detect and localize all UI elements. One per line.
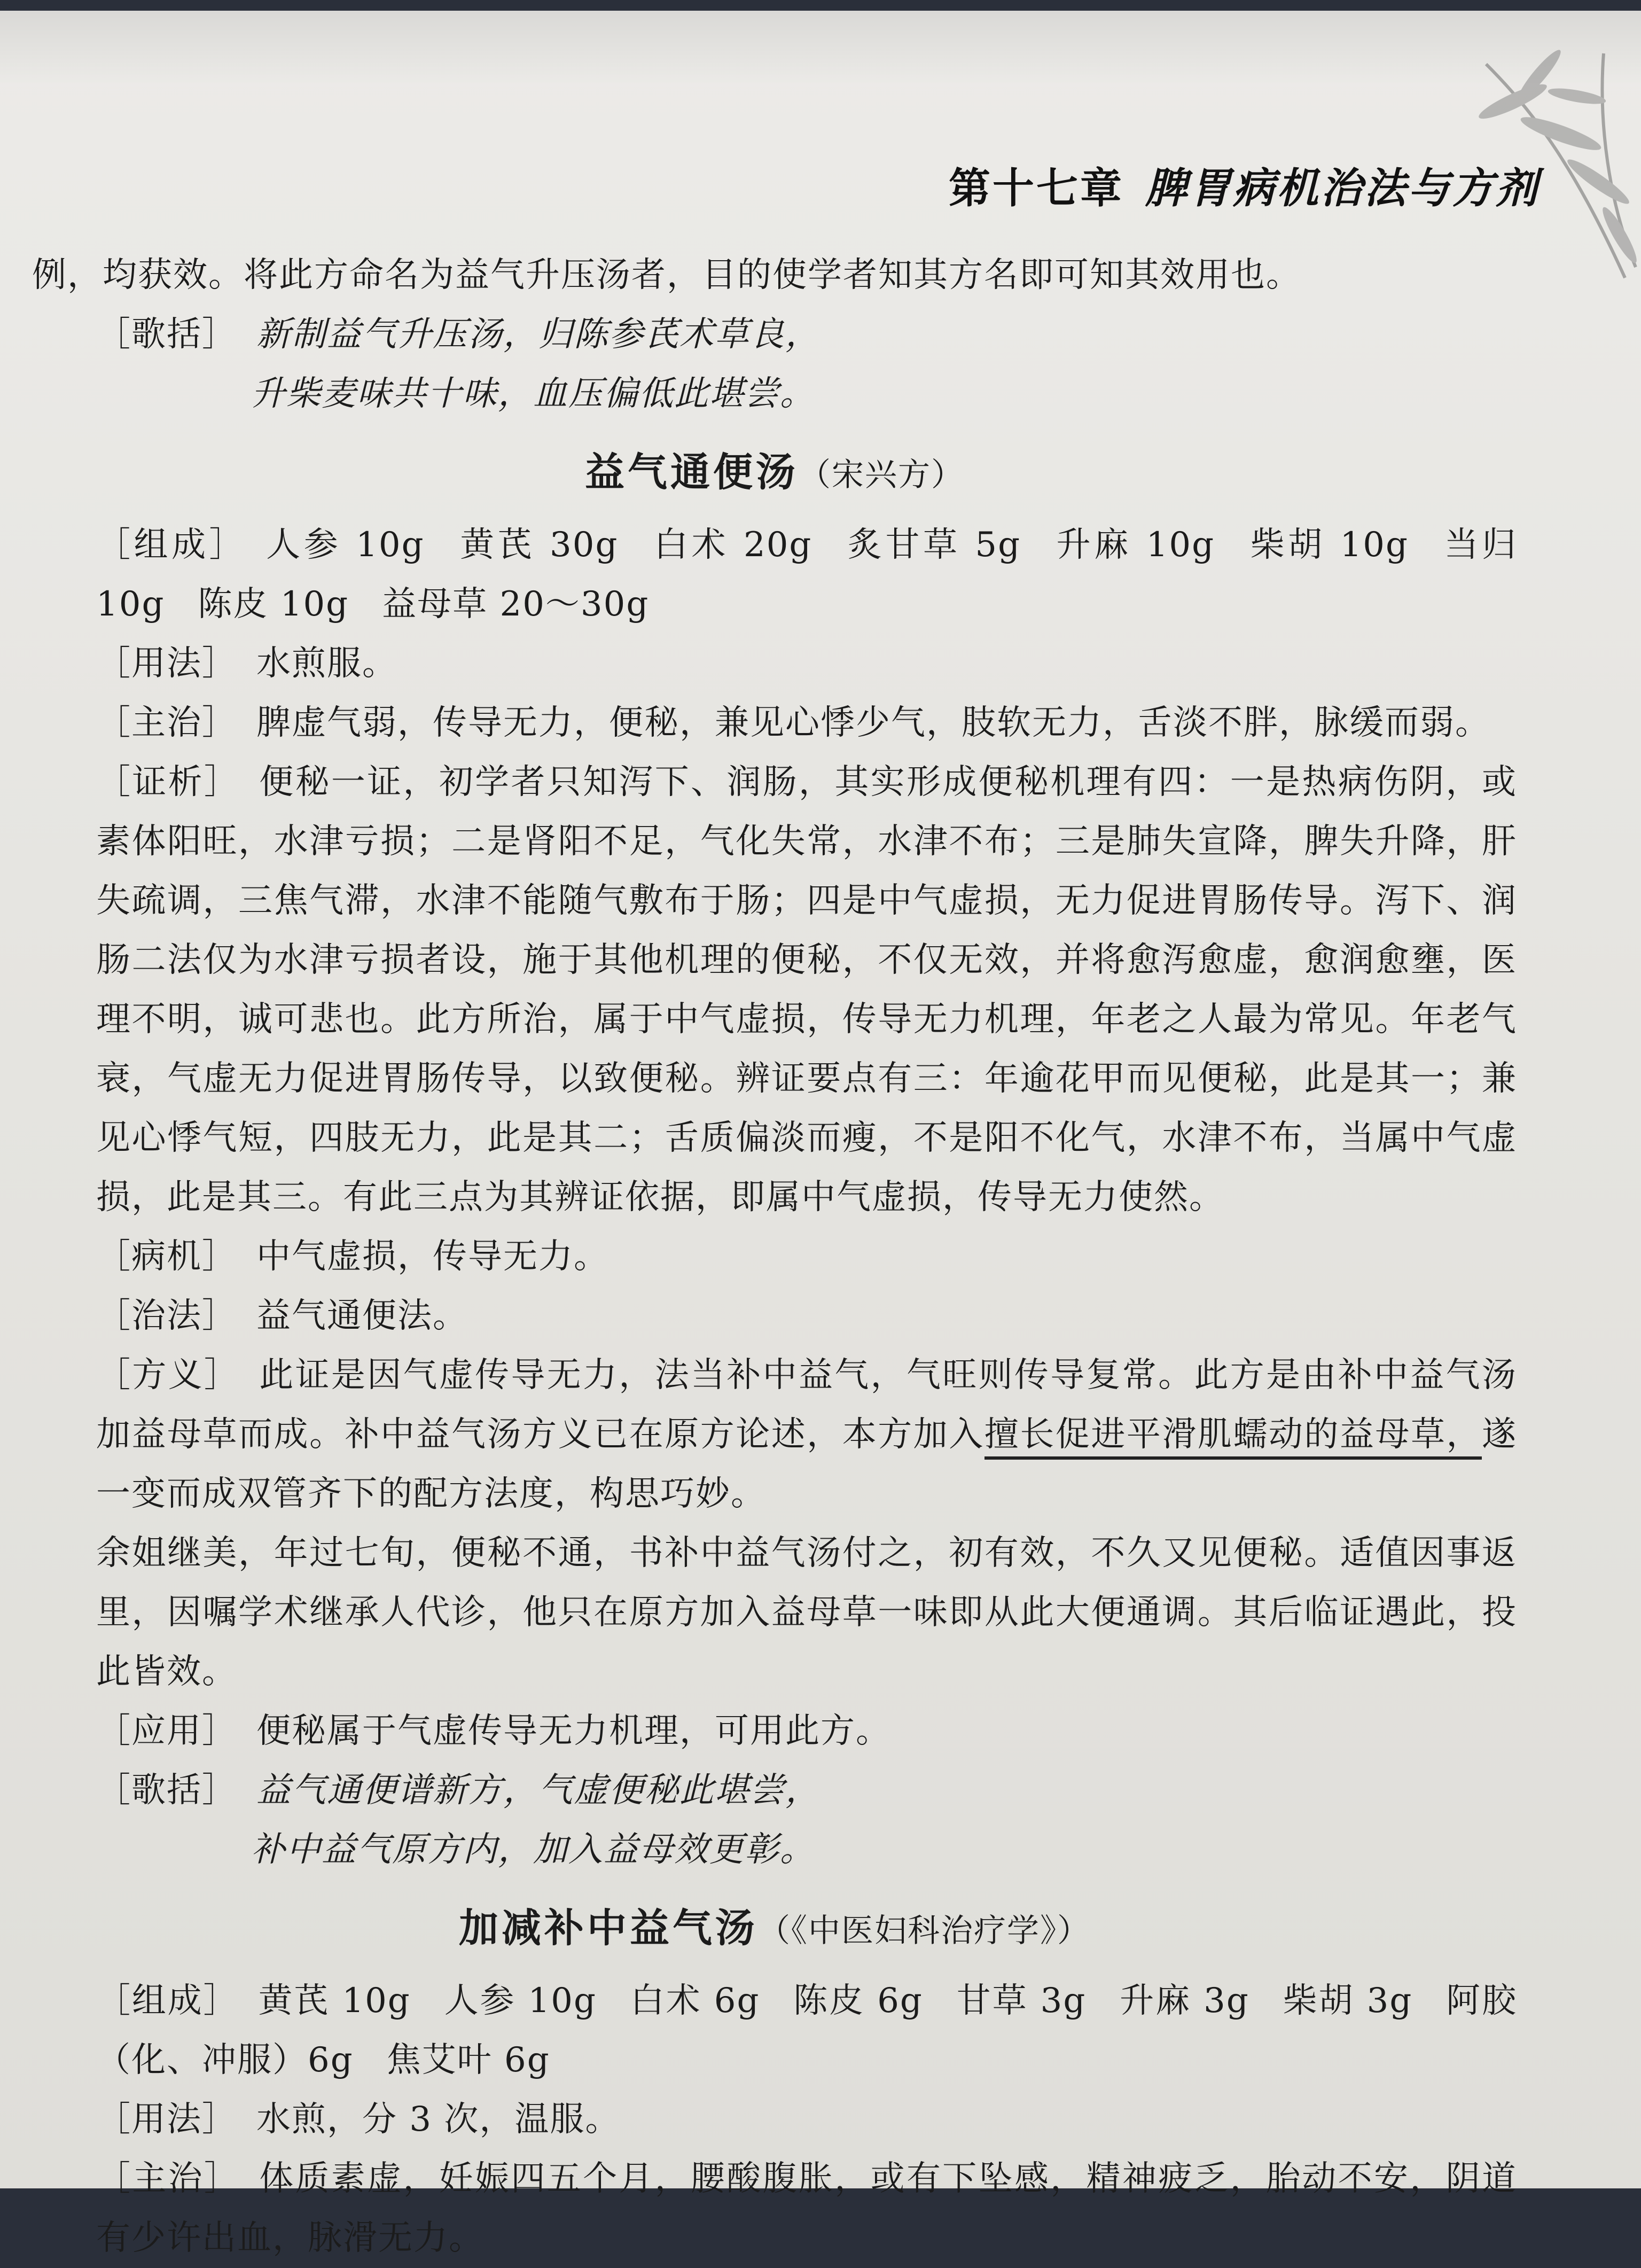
section1-gekuo-verse2: 补中益气原方内，加入益母效更彰。 — [251, 1830, 815, 1869]
ingredient: 陈皮 6g — [793, 1981, 923, 2021]
ingredient: 黄芪 10g — [258, 1981, 411, 2021]
ingredient: 人参 10g — [443, 1981, 597, 2021]
section2-zhuzhi-text: 体质素虚，妊娠四五个月，腰酸腹胀，或有下坠感，精神疲乏，胎动不安，阴道有少许出血，脉滑无力。 — [96, 2159, 1517, 2258]
section1-yongfa-text: 水煎服。 — [256, 644, 397, 683]
section2-yongfa-text: 水煎，分 3 次，温服。 — [256, 2100, 621, 2139]
section1-zhengxi — [32, 753, 1517, 1227]
section1-fangyi — [32, 1346, 1517, 1524]
section1-fangyi-text-b: 遂一变而成双管齐下的配方法度，构思巧妙。 — [96, 1415, 1518, 1514]
page-content — [32, 246, 1517, 2268]
ingredient: 人参 10g — [266, 525, 425, 565]
section2-zucheng-label: ［组成］ — [96, 1981, 239, 2021]
section1-yingyong — [32, 1702, 1517, 1761]
ingredient: 阿胶（化、冲服）6g — [96, 1981, 1518, 2080]
section1-zucheng-label: ［组成］ — [96, 525, 247, 565]
section1-bingji-text: 中气虚损，传导无力。 — [256, 1237, 609, 1276]
chapter-title: 脾胃病机治法与方剂 — [1145, 164, 1540, 213]
prev-section-tail: 例，均获效。将此方命名为益气升压汤者，目的使学者知其方名即可知其效用也。 — [32, 255, 1301, 295]
section1-gekuo-label: ［歌括］ — [96, 1771, 237, 1810]
section1-bingji — [32, 1227, 1517, 1287]
section1-yongfa — [32, 634, 1517, 693]
ingredient: 柴胡 3g — [1282, 1981, 1413, 2021]
ingredient: 当归 10g — [96, 525, 1518, 624]
page-shadow — [0, 11, 1641, 85]
section2-zucheng — [32, 1971, 1517, 2090]
chapter-number: 第十七章 — [948, 164, 1124, 213]
section2-source: （《中医妇科治疗学》） — [758, 1912, 1090, 1950]
section1-source: （宋兴方） — [799, 456, 964, 494]
book-page — [0, 11, 1641, 2258]
ingredient: 焦艾叶 6g — [386, 2040, 550, 2080]
section2-yongfa — [32, 2090, 1517, 2149]
section1-zucheng — [32, 516, 1517, 634]
section1-zhengxi-label: ［证析］ — [96, 762, 240, 802]
section1-gekuo-verse1: 益气通便谱新方，气虚便秘此堪尝， — [256, 1771, 820, 1810]
section1-zhifa-label: ［治法］ — [96, 1296, 237, 1336]
section1-yingyong-label: ［应用］ — [96, 1711, 237, 1751]
section1-yongfa-label: ［用法］ — [96, 644, 237, 683]
section1-yingyong-text: 便秘属于气虚传导无力机理，可用此方。 — [256, 1711, 891, 1751]
ingredient: 柴胡 10g — [1248, 525, 1409, 565]
section1-zhuzhi-text: 脾虚气弱，传导无力，便秘，兼见心悸少气，肢软无力，舌淡不胖，脉缓而弱。 — [256, 703, 1490, 743]
section1-fangyi-text-a: 此证是因气虚传导无力，法当补中益气，气旺则传导复常。此方是由补中益气汤加益母草而成。补中益气汤方义已在原方论述，本方加入 — [96, 1355, 1517, 1454]
section1-title: 益气通便汤 — [585, 449, 799, 495]
prev-gekuo-verse2: 升柴麦味共十味，血压偏低此堪尝。 — [251, 374, 815, 414]
section1-fangyi-underlined: 擅长促进平滑肌蠕动的益母草， — [984, 1415, 1482, 1460]
section1-case: 余姐继美，年过七旬，便秘不通，书补中益气汤付之，初有效，不久又见便秘。适值因事返里，因嘱学术继承人代诊，他只在原方加入益母草一味即从此大便通调。其后临证遇此，投此皆效。 — [96, 1533, 1517, 1692]
prev-gekuo-verse1: 新制益气升压汤，归陈参芪术草良， — [256, 315, 820, 354]
ingredient: 甘草 3g — [956, 1981, 1087, 2021]
ingredient: 升麻 10g — [1054, 525, 1215, 565]
prev-gekuo-line1 — [32, 305, 1517, 364]
ingredient: 益母草 20～30g — [382, 584, 650, 624]
section1-zhifa-text: 益气通便法。 — [256, 1296, 468, 1336]
section1-gekuo — [32, 1761, 1517, 1820]
section1-zhuzhi — [32, 693, 1517, 753]
ingredient: 陈皮 10g — [198, 584, 349, 624]
ingredient: 升麻 3g — [1119, 1981, 1249, 2021]
chapter-header — [949, 155, 1540, 215]
section1-fangyi-label: ［方义］ — [96, 1355, 240, 1395]
section2-title: 加减补中益气汤 — [459, 1905, 758, 1951]
section1-heading — [32, 443, 1517, 505]
section1-zhengxi-text: 便秘一证，初学者只知泻下、润肠，其实形成便秘机理有四：一是热病伤阴，或素体阳旺，水津亏损；二是肾阳不足，气化失常，水津不布；三是肺失宣降，脾失升降，肝失疏调，三焦气滞，水津不能随气敷布于肠；四是中气虚损，无力促进胃肠传导。泻下、润肠二法仅为水津亏损者设，施于其他机理的便秘，不仅无效，并将愈泻愈虚，愈润愈壅，医理不明，诚可悲也。此方所治，属于中气虚损，传导无力机理，年老之人最为常见。年老气衰，气虚无力促进胃肠传导，以致便秘。辨证要点有三：年逾花甲而见便秘，此是其一；兼见心悸气短，四肢无力，此是其二；舌质偏淡而瘦，不是阳不化气，水津不布，当属中气虚损，此是其三。有此三点为其辨证依据，即属中气虚损，传导无力使然。 — [96, 762, 1517, 1217]
section2-yongfa-label: ［用法］ — [96, 2100, 237, 2139]
section1-zhifa — [32, 1287, 1517, 1346]
section2-zhuzhi — [32, 2149, 1517, 2268]
section1-zhuzhi-label: ［主治］ — [96, 703, 237, 743]
ingredient: 炙甘草 5g — [845, 525, 1021, 565]
section2-heading — [32, 1899, 1517, 1961]
section1-bingji-label: ［病机］ — [96, 1237, 237, 1276]
ingredient: 白术 20g — [651, 525, 812, 565]
prev-gekuo-label: ［歌括］ — [96, 315, 237, 354]
ingredient: 白术 6g — [629, 1981, 760, 2021]
ingredient: 黄芪 30g — [457, 525, 619, 565]
section2-zhuzhi-label: ［主治］ — [96, 2159, 240, 2199]
